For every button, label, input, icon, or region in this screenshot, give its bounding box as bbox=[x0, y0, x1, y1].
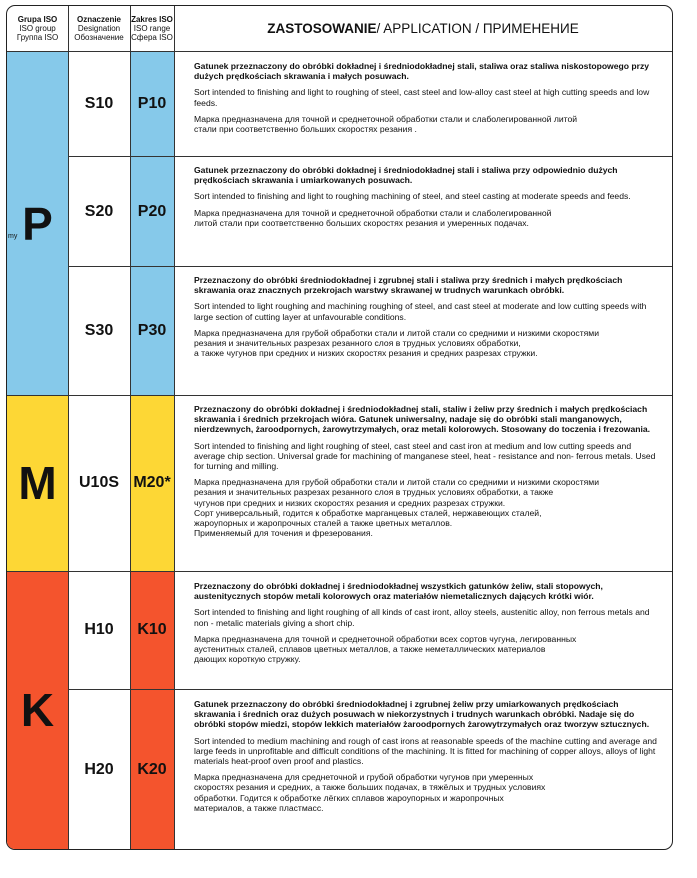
description-en: Sort intended to medium machining and rough of cast irons at reasonable speeds of the machine cutting and average and large feeds in unprofitable and difficult conditions of the machining. It is fitted for machining of copper alloys, alloys of light materials heat-proof oven proof and plastics. bbox=[194, 735, 657, 767]
description-pl: Przeznaczony do obróbki dokładnej i średniodokładnej stali, staliw i żeliw przy średnich i małych prędkościach skrawania i średnich przekrojach wióra. Gatunek uniwersalny, nadaje się do obróbki stali manganowych, nierdzewnych, żaroodpornych, żarowytrzymałych, oraz metali kolorowych. Stosowany do toczenia i frezowania. bbox=[194, 404, 651, 435]
header-iso-group bbox=[7, 6, 68, 51]
description-ru-line: а также чугунов при средних и низких скоростях резания и средних разрезах стружки. bbox=[194, 348, 538, 359]
description-pl: Przeznaczony do obróbki średniodokładnej i zgrubnej stali i staliwa przy średnich i małych prędkościach skrawania oraz znacznych przekrojach warstwy skrawanej w trudnych warunkach obróbki. bbox=[194, 275, 623, 296]
header-designation-ru: Обозначение bbox=[74, 33, 124, 42]
description-ru-line: дающих короткую стружку. bbox=[194, 654, 301, 665]
header-designation-en: Designation bbox=[77, 24, 121, 33]
group-P-band bbox=[7, 52, 68, 395]
description-ru-line: Марка предназначена для грубой обработки стали и литой стали со средними и низкими скоростями bbox=[194, 477, 600, 488]
header-application-bold: ZASTOSOWANIE bbox=[267, 21, 377, 36]
description-ru-line: скоростях резания и средних, а также больших подачах, в тяжёлых и трудных условиях bbox=[194, 782, 546, 793]
description-ru-line: резания и значительных разрезах резанного слоя в трудных условиях обработки, bbox=[194, 338, 521, 349]
description-ru-line: Марка предназначена для грубой обработки стали и литой стали со средними и низкими скоростями bbox=[194, 327, 600, 338]
group-P-letter: P bbox=[22, 197, 53, 250]
description-ru-line: Марка предназначена для среднеточной и грубой обработки чугунов при умеренных bbox=[194, 772, 534, 783]
description-ru bbox=[194, 772, 662, 813]
designation-cell: S30 bbox=[84, 322, 114, 339]
description-pl: Przeznaczony do obróbki dokładnej i średniodokładnej wszystkich gatunków żeliw, stali stopowych, austenitycznych stopów metali kolorowych oraz materiałów niemetalicznych dających krótki wiór. bbox=[194, 581, 603, 602]
row-divider bbox=[68, 156, 672, 157]
header-group-ru: Группа ISO bbox=[16, 33, 59, 42]
designation-cell: S10 bbox=[84, 95, 114, 112]
range-cell: P30 bbox=[137, 322, 167, 339]
description-ru bbox=[194, 114, 662, 134]
designation-cell: H10 bbox=[84, 621, 114, 638]
group-divider bbox=[7, 571, 672, 572]
description-ru-line: резания и значительных разрезах резанного слоя в трудных условиях обработки, а также bbox=[194, 487, 554, 498]
range-cell: P20 bbox=[137, 202, 167, 220]
column-divider bbox=[174, 6, 175, 849]
description-cell bbox=[174, 275, 672, 394]
description-ru-line: материалов, а также пластмасс. bbox=[194, 802, 324, 813]
description-ru-line: Применяемый для точения и фрезерования. bbox=[194, 528, 373, 539]
header-designation bbox=[68, 6, 130, 51]
header-application bbox=[174, 6, 672, 51]
header-range-en: ISO range bbox=[133, 24, 171, 33]
header-designation-pl: Oznaczenie bbox=[76, 15, 121, 24]
header-range-ru: Сфера ISO bbox=[131, 33, 173, 42]
description-en: Sort intended to finishing and light roughing of steel, cast steel and cast iron at medium and low cutting speeds and average chip section. Universal grade for machining of manganese steel, heat - resistance and non- ferrous metals. Used for turning and milling. bbox=[194, 440, 656, 472]
description-ru-line: Марка предназначена для точной и среднеточной обработки стали и слаболегированной bbox=[194, 207, 552, 218]
group-K-band bbox=[7, 571, 68, 849]
description-cell bbox=[174, 581, 672, 689]
description-ru-line: обработки. Годится к обработке лёгких сплавов жароупорных и жаропрочных bbox=[194, 792, 504, 803]
column-divider bbox=[130, 6, 131, 849]
description-cell bbox=[174, 61, 672, 156]
header-range-pl: Zakres ISO bbox=[131, 15, 173, 24]
designation-cell: U10S bbox=[78, 474, 120, 491]
description-ru bbox=[194, 208, 662, 228]
description-pl: Gatunek przeznaczony do obróbki dokładnej i średniodokładnej stali i staliwa przy odpowiednio dużych prędkościach skrawania i umiarkowanych posuwach. bbox=[194, 165, 618, 186]
group-P-tag: my bbox=[8, 233, 18, 240]
group-M-band bbox=[7, 395, 68, 571]
description-pl: Gatunek przeznaczony do obróbki średniodokładnej i zgrubnej żeliw przy umiarkowanych prędkościach skrawania i średnich oraz dużych posuwach w niekorzystnych i trudnych warunkach obróbki. Nadaje się do obróbki stopów miedzi, stopów lekkich materiałów żaroodpornych żarowytrzymałych oraz tworzyw sztucznych. bbox=[194, 699, 650, 730]
group-M-letter: M bbox=[18, 457, 57, 509]
description-ru bbox=[194, 328, 662, 359]
iso-grade-table bbox=[6, 5, 673, 850]
description-pl: Gatunek przeznaczony do obróbki dokładnej i średniodokładnej stali, staliwa oraz staliwa niskostopowego przy dużych prędkościach skrawania i małych posuwach. bbox=[194, 61, 650, 82]
header-iso-range bbox=[130, 6, 174, 51]
description-cell bbox=[174, 165, 672, 265]
description-cell bbox=[174, 699, 672, 849]
description-en: Sort intended to light roughing and machining roughing of steel, and cast steel at moderate and low cutting speeds with large section of cutting layer at unfavourable conditions. bbox=[194, 301, 647, 322]
designation-cell: S20 bbox=[84, 202, 114, 220]
description-ru-line: аустенитных сталей, сплавов цветных металлов, а также неметаллических материалов bbox=[194, 644, 546, 655]
range-cell: K20 bbox=[137, 760, 167, 778]
range-cell: K10 bbox=[137, 621, 167, 638]
designation-cell: H20 bbox=[84, 760, 114, 778]
group-K-letter: K bbox=[20, 684, 55, 736]
row-divider bbox=[68, 266, 672, 267]
description-ru bbox=[194, 634, 662, 665]
column-divider bbox=[68, 6, 69, 849]
group-divider bbox=[7, 395, 672, 396]
range-cell: M20* bbox=[133, 474, 171, 491]
description-ru-line: чугунов при средних и низких скоростях резания и средних разрезах стружки. bbox=[194, 497, 506, 508]
header-application-rest: / APPLICATION / ПРИМЕНЕНИЕ bbox=[376, 21, 579, 36]
range-cell: P10 bbox=[137, 95, 167, 112]
description-ru-line: жароупорных и жаропрочных сталей а также цветных металлов. bbox=[194, 518, 453, 529]
row-divider bbox=[68, 689, 672, 690]
description-ru-line: Марка предназначена для точной и среднеточной обработки всех сортов чугуна, легированных bbox=[194, 633, 577, 644]
description-ru bbox=[194, 477, 662, 538]
description-en: Sort intended to finishing and light roughing of all kinds of cast iront, alloy steels, austenitic alloy, non ferrous metals and non - metalic materials giving a short chip. bbox=[194, 607, 650, 628]
description-en: Sort intended to finishing and light to roughing of steel, cast steel and low-alloy cast steel at high cutting speeds and low feeds. bbox=[194, 87, 650, 108]
header-group-en: ISO group bbox=[19, 24, 56, 33]
description-en: Sort intended to finishing and light to roughing machining of steel, and steel casting at moderate speeds and feeds. bbox=[194, 191, 631, 202]
description-cell bbox=[174, 404, 672, 570]
description-ru-line: Марка предназначена для точной и среднеточной обработки стали и слаболегированной литой bbox=[194, 113, 578, 124]
header-group-pl: Grupa ISO bbox=[17, 15, 58, 24]
description-ru-line: Сорт универсальный, годится к обработке марганцевых сталей, нержавеющих сталей, bbox=[194, 507, 542, 518]
description-ru-line: стали при соответственно больших скоростях резания . bbox=[194, 124, 417, 135]
description-ru-line: литой стали при соответственно больших скоростях резания и умеренных подачах. bbox=[194, 217, 529, 228]
